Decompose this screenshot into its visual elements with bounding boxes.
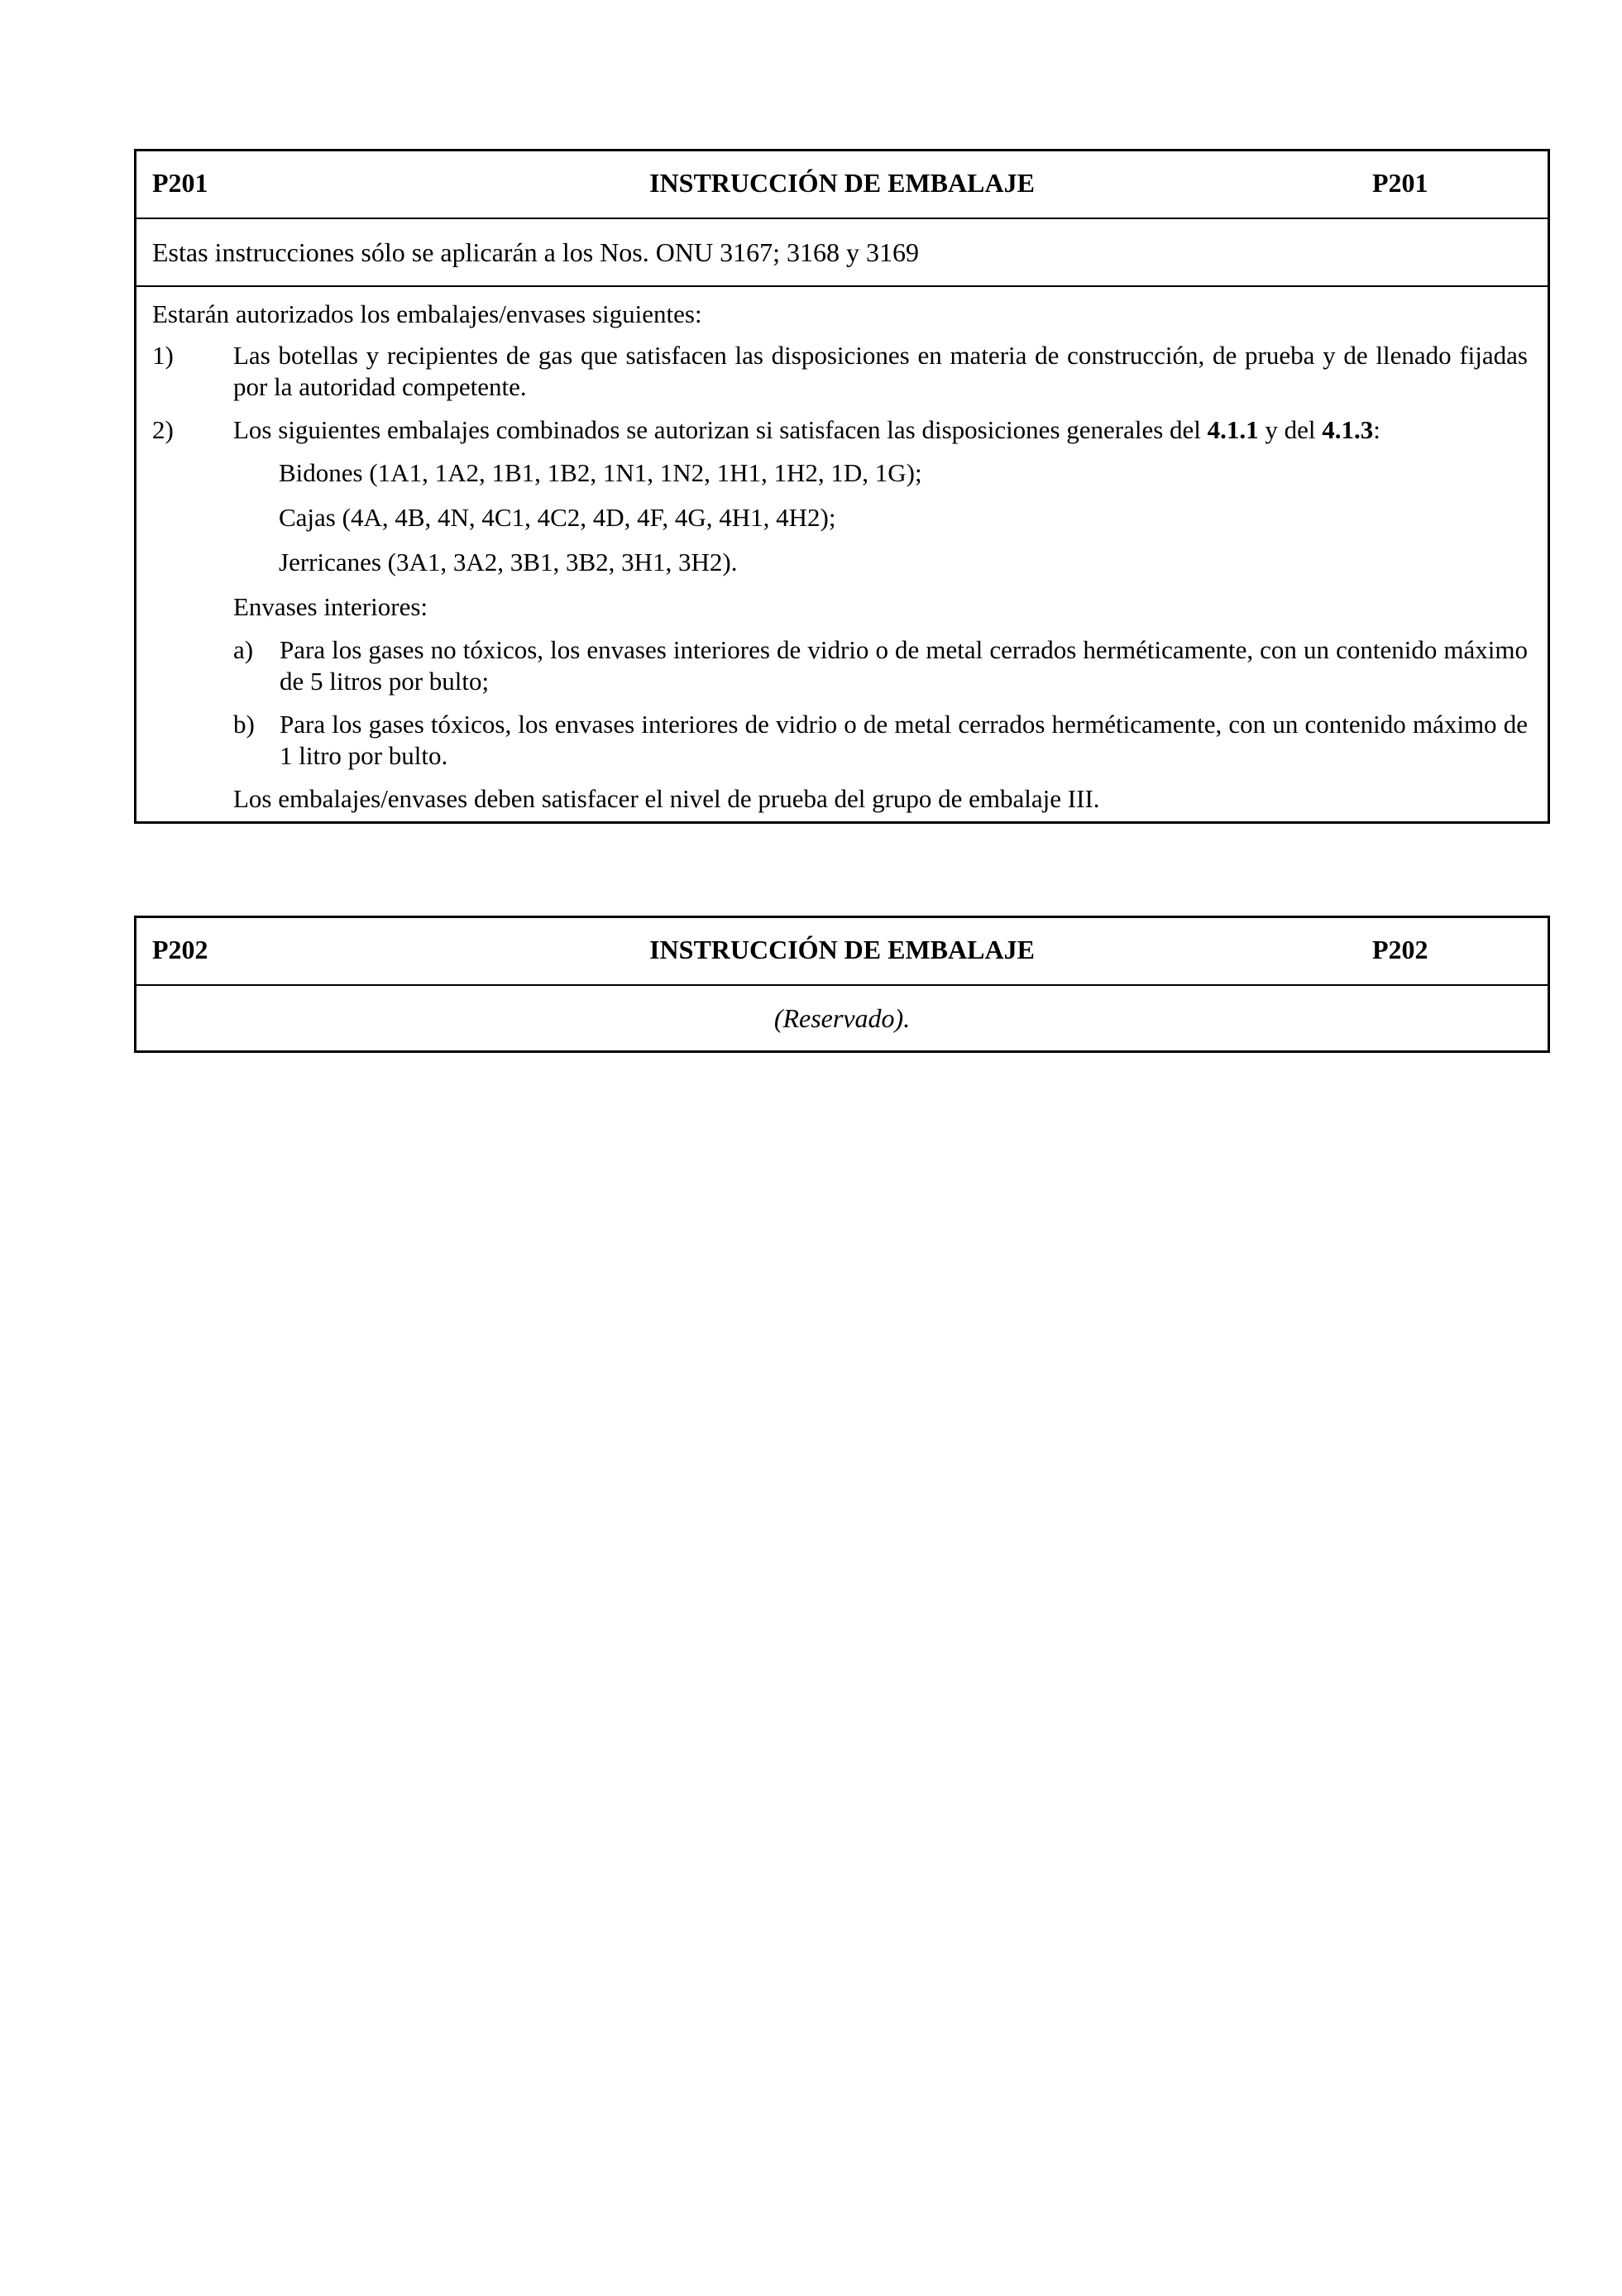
packing-instruction-p202-table	[134, 916, 1550, 1053]
item-2-text	[233, 414, 1528, 446]
item-1-number: 1)	[152, 341, 174, 370]
inner-packagings-title: Envases interiores:	[233, 592, 428, 621]
p201-item-1	[152, 340, 1528, 403]
item-2-text-before: Los siguientes embalajes combinados se autorizan si satisfacen las disposiciones generales del	[233, 415, 1208, 444]
p201-body	[136, 287, 1548, 821]
p202-code-left: P202	[152, 935, 208, 964]
sub-b-letter: b)	[233, 710, 255, 739]
item-2-text-after: :	[1373, 415, 1380, 444]
packaging-drums: Bidones (1A1, 1A2, 1B1, 1B2, 1N1, 1N2, 1H1, 1H2, 1D, 1G);	[279, 458, 922, 487]
p201-code-right: P201	[1372, 168, 1428, 198]
item-2-number: 2)	[152, 415, 174, 444]
packaging-jerricans: Jerricanes (3A1, 3A2, 3B1, 3B2, 3H1, 3H2).	[279, 548, 738, 576]
reference-4-1-3: 4.1.3	[1322, 415, 1374, 444]
reference-4-1-1: 4.1.1	[1207, 415, 1259, 444]
inner-packaging-a	[233, 634, 1528, 697]
p201-code-left: P201	[152, 168, 208, 198]
packaging-boxes: Cajas (4A, 4B, 4N, 4C1, 4C2, 4D, 4F, 4G, 4H1, 4H2);	[279, 503, 836, 532]
p202-title: INSTRUCCIÓN DE EMBALAJE	[649, 935, 1035, 964]
p202-header-row	[136, 918, 1548, 986]
sub-a-letter: a)	[233, 635, 254, 664]
p201-scope-row: Estas instrucciones sólo se aplicarán a los Nos. ONU 3167; 3168 y 3169	[136, 219, 1548, 287]
item-1-text: Las botellas y recipientes de gas que satisfacen las disposiciones en materia de construcción, de prueba y de llenado fijadas por la autoridad competente.	[233, 341, 1528, 401]
packing-instruction-p201-table	[134, 149, 1550, 824]
p202-code-right: P202	[1372, 935, 1428, 964]
sub-a-text: Para los gases no tóxicos, los envases interiores de vidrio o de metal cerrados herméticamente, con un contenido máximo de 5 litros por bulto;	[280, 635, 1528, 696]
p201-title: INSTRUCCIÓN DE EMBALAJE	[649, 168, 1035, 198]
p201-item-2	[152, 414, 1528, 446]
inner-packaging-b	[233, 709, 1528, 772]
p201-header-row	[136, 151, 1548, 219]
p201-combined-packagings	[233, 457, 1528, 772]
p201-closing-note: Los embalajes/envases deben satisfacer el nivel de prueba del grupo de embalaje III.	[233, 784, 1100, 813]
p201-intro: Estarán autorizados los embalajes/envases siguientes:	[152, 299, 702, 328]
sub-b-text: Para los gases tóxicos, los envases interiores de vidrio o de metal cerrados herméticamente, con un contenido máximo de 1 litro por bulto.	[280, 710, 1528, 770]
p202-reserved-row: (Reservado).	[773, 1003, 911, 1033]
item-2-text-mid: y del	[1258, 415, 1323, 444]
